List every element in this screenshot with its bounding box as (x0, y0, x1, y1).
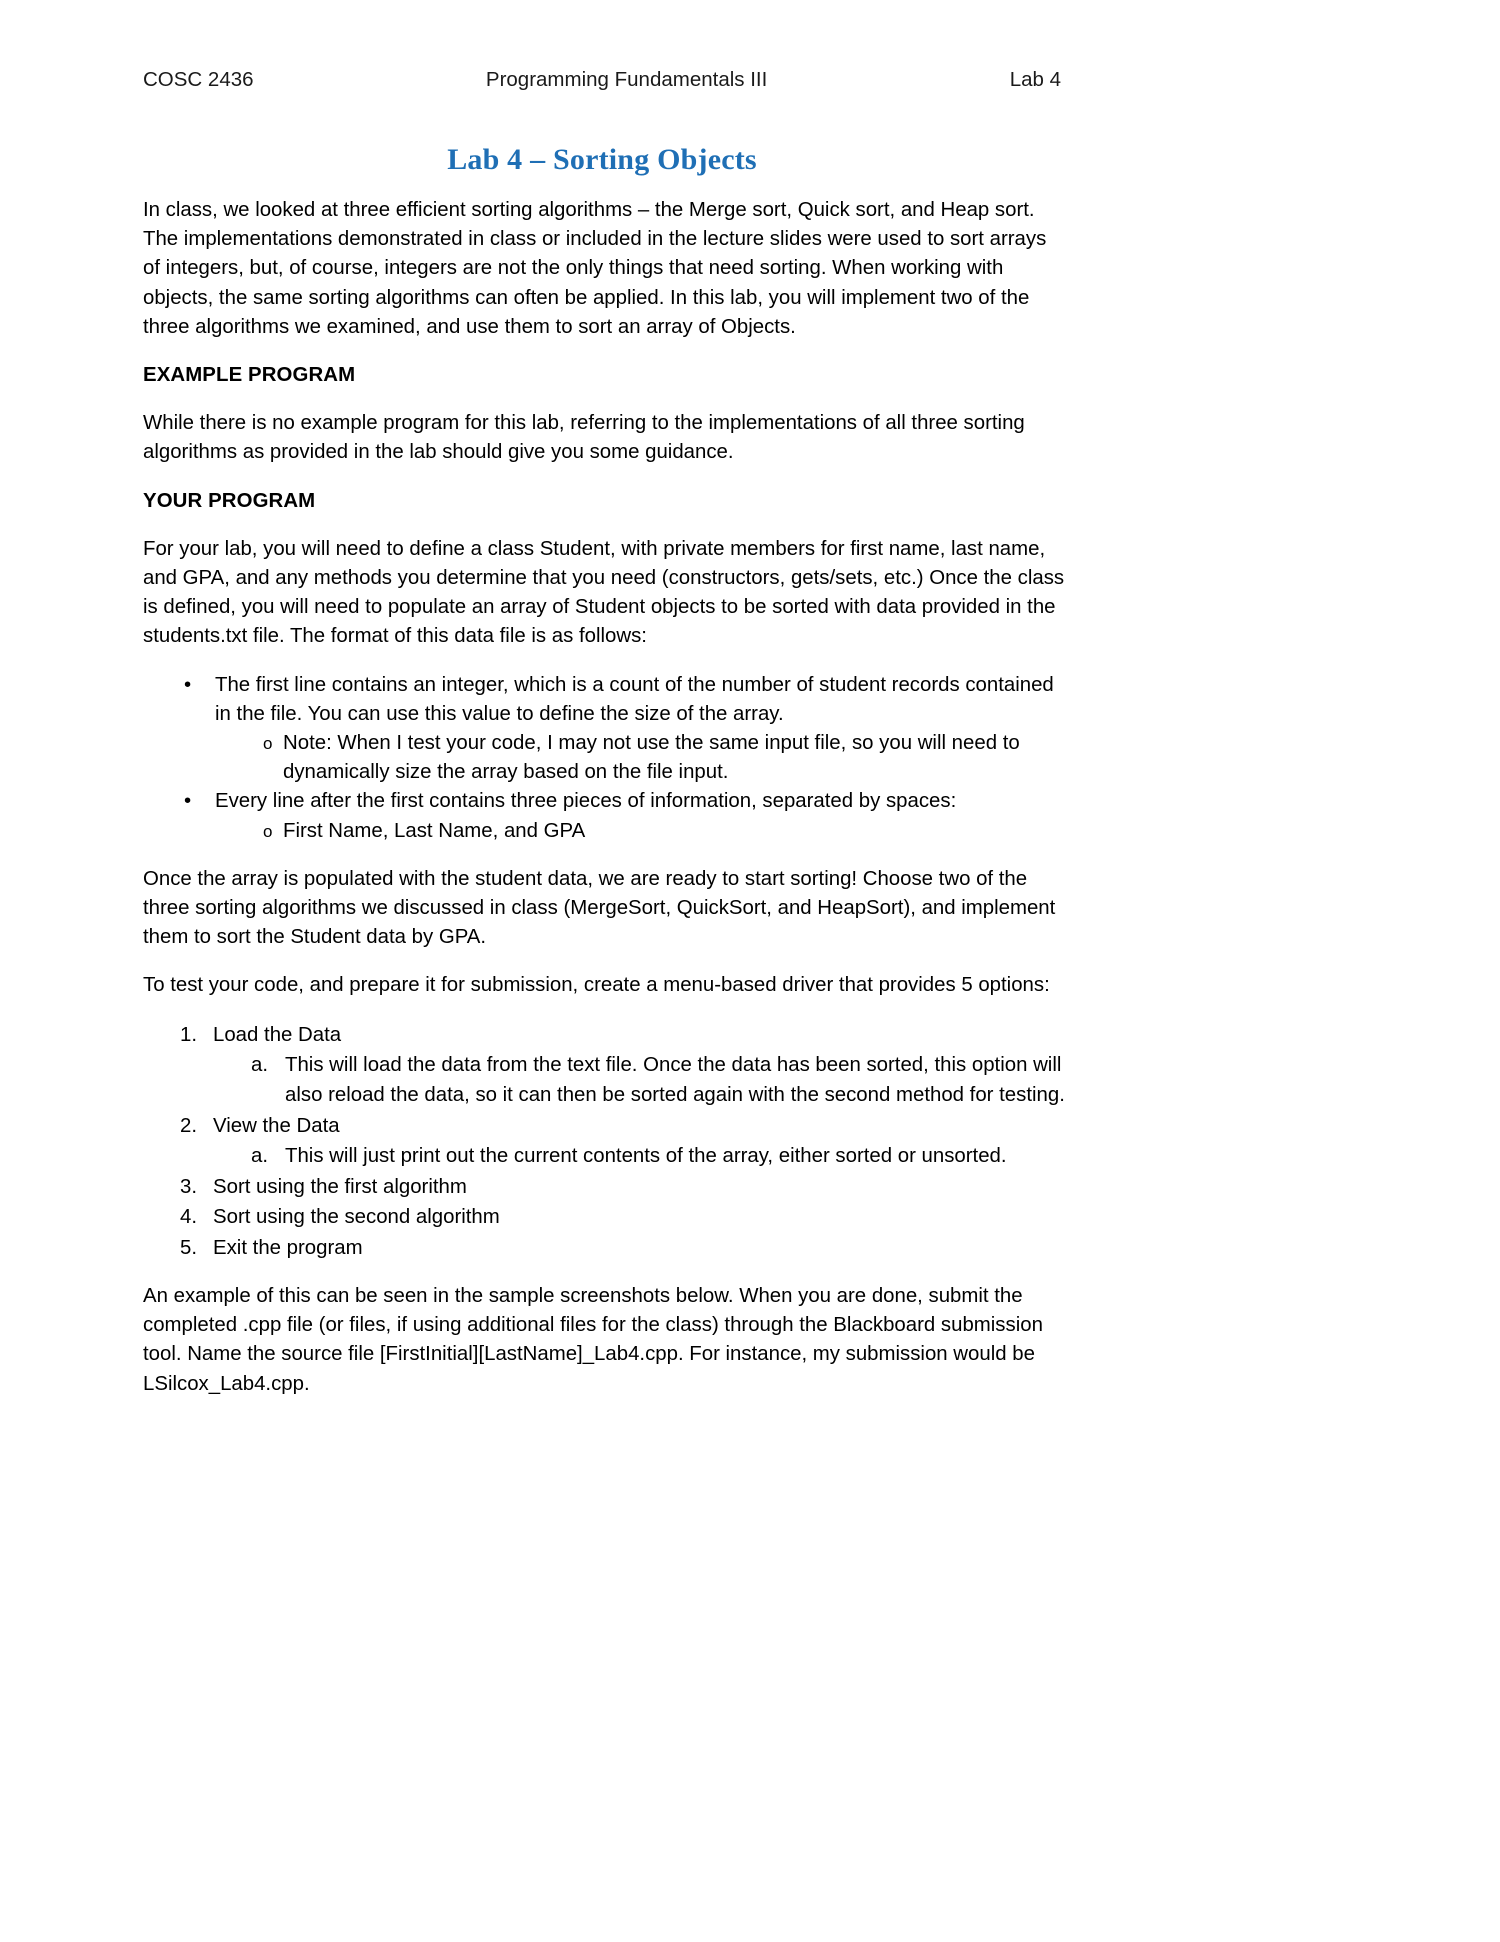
list-item-text: This will just print out the current contents of the array, either sorted or unsorted. (285, 1145, 1007, 1168)
header-assignment: Lab 4 (1009, 68, 1061, 91)
document-body (143, 196, 1068, 1418)
sorting-instruction-paragraph: Once the array is populated with the student data, we are ready to start sorting! Choose two of the three sorting algorithms we discussed in class (MergeSort, QuickSort, and HeapSort), and implement them to sort the Student data by GPA. (143, 867, 1056, 949)
list-item-text: Sort using the second algorithm (213, 1206, 500, 1229)
data-format-sub-list (215, 817, 1068, 846)
menu-intro-paragraph: To test your code, and prepare it for submission, create a menu-based driver that provides 5 options: (143, 974, 1050, 997)
list-item (143, 1202, 1068, 1232)
list-letter: a. (251, 1145, 269, 1168)
list-number: 4. (180, 1206, 198, 1229)
example-program-heading: EXAMPLE PROGRAM (143, 364, 356, 387)
submission-paragraph: An example of this can be seen in the sample screenshots below. When you are done, submit the completed .cpp file (or files, if using additional files for the class) through the Blackboard submission tool. Name the source file [FirstInitial][LastName]_Lab4.cpp. For instance, my submission would be LSilcox_Lab4.cpp. (143, 1284, 1043, 1395)
list-item (143, 1233, 1068, 1263)
list-item (143, 1020, 1068, 1111)
list-number: 1. (180, 1023, 198, 1046)
list-number: 5. (180, 1236, 198, 1259)
example-program-paragraph: While there is no example program for this lab, referring to the implementations of all three sorting algorithms as provided in the lab should give you some guidance. (143, 412, 1025, 464)
list-item (143, 787, 1068, 845)
intro-paragraph: In class, we looked at three efficient sorting algorithms – the Merge sort, Quick sort, and Heap sort. The implementations demonstrated in class or included in the lecture slides were used to sort arrays of integers, but, of course, integers are not the only things that need sorting. When working with objects, the same sorting algorithms can often be applied. In this lab, you will implement two of the three algorithms we examined, and use them to sort an array of Objects. (143, 199, 1047, 338)
list-item (213, 1141, 1068, 1171)
your-program-paragraph: For your lab, you will need to define a class Student, with private members for first name, last name, and GPA, and any methods you determine that you need (constructors, gets/sets, etc.) Once the class is defined, you will need to populate an array of Student objects to be sorted with data provided in the students.txt file. The format of this data file is as follows: (143, 537, 1065, 648)
list-item (143, 1111, 1068, 1172)
list-item-text: Load the Data (213, 1023, 342, 1046)
bullet-circle-icon: o (263, 821, 273, 841)
list-item (143, 671, 1068, 788)
list-item-text: Exit the program (213, 1236, 363, 1259)
data-format-bullet-list (143, 671, 1068, 846)
menu-option-sub-list (213, 1050, 1068, 1111)
bullet-disc-icon: • (184, 673, 192, 696)
list-number: 2. (180, 1114, 198, 1137)
menu-option-sub-list (213, 1141, 1068, 1171)
list-letter: a. (251, 1054, 269, 1077)
page-title: Lab 4 – Sorting Objects (447, 143, 757, 176)
list-item-text: Note: When I test your code, I may not use the same input file, so you will need to dynamically size the array based on the file input. (283, 732, 1020, 784)
bullet-circle-icon: o (263, 734, 273, 754)
data-format-sub-list (215, 729, 1068, 787)
document-header (143, 68, 1061, 92)
header-course-code: COSC 2436 (143, 68, 254, 91)
list-item-text: First Name, Last Name, and GPA (283, 819, 586, 842)
bullet-disc-icon: • (184, 790, 192, 813)
list-item (143, 1172, 1068, 1202)
list-item-text: Every line after the first contains three pieces of information, separated by spaces: (215, 790, 957, 813)
list-item-text: The first line contains an integer, which is a count of the number of student records contained in the file. You can use this value to define the size of the array. (215, 673, 1054, 725)
spacer (143, 1263, 1068, 1282)
list-item-text: View the Data (213, 1114, 340, 1137)
your-program-heading: YOUR PROGRAM (143, 489, 316, 512)
list-item-text: Sort using the first algorithm (213, 1175, 467, 1198)
list-item (215, 817, 1068, 846)
header-course-title: Programming Fundamentals III (485, 68, 768, 91)
list-item-text: This will load the data from the text file. Once the data has been sorted, this option will also reload the data, so it can then be sorted again with the second method for testing. (285, 1054, 1065, 1107)
spacer (143, 846, 1068, 865)
list-item (213, 1050, 1068, 1111)
list-number: 3. (180, 1175, 198, 1198)
menu-options-list (143, 1020, 1068, 1263)
list-item (215, 729, 1068, 787)
